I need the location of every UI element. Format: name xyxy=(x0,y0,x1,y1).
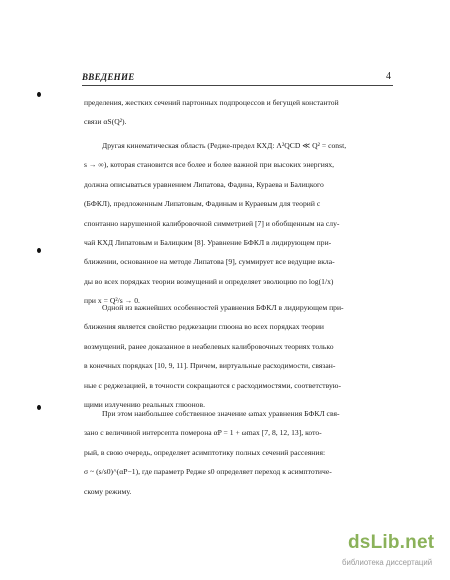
text-line: ближения является свойство реджезации глюона во всех порядках теории xyxy=(84,322,324,332)
text-line: скому режиму. xyxy=(84,486,132,496)
watermark-subtitle: библиотека диссертаций xyxy=(342,558,433,567)
text-line: ближении, основанное на методе Липатова [9], суммирует все ведущие вкла- xyxy=(84,257,335,267)
text-line: в конечных порядках [10, 9, 11]. Причем, виртуальные расходимости, связан- xyxy=(84,361,336,371)
text-line: рый, в свою очередь, определяет асимптотику полных сечений рассеяния: xyxy=(84,447,326,457)
chapter-title: ВВЕДЕНИЕ xyxy=(82,72,135,82)
text-line: при x = Q²/s → 0. xyxy=(84,296,140,306)
paragraph xyxy=(84,93,390,132)
paragraph xyxy=(84,136,390,311)
text-line: зано с величиной интерсепта померона αP = 1 + ωmax [7, 8, 12, 13], кото- xyxy=(84,428,322,438)
margin-mark xyxy=(37,248,41,253)
text-line: щими излучению реальных глюонов. xyxy=(84,399,206,409)
margin-mark xyxy=(37,405,41,410)
text-line: пределения, жестких сечений партонных подпроцессов и бегущей константой xyxy=(84,98,339,107)
watermark xyxy=(342,532,448,576)
text-line: σ ~ (s/s0)^(αP−1), где параметр Редже s0 определяет переход к асимптотиче- xyxy=(84,467,332,477)
text-line: спонтанно нарушенной калибровочной симметрией [7] и обобщенным на слу- xyxy=(84,218,340,228)
text-line: s → ∞), которая становится все более и более важной при высоких энергиях, xyxy=(84,160,335,170)
text-line: ные с реджезацией, в точности сокращаются с расходимостями, соответствую- xyxy=(84,380,342,390)
running-head xyxy=(82,72,387,82)
text-line: должна описываться уравнением Липатова, Фадина, Кураева и Балицкого xyxy=(84,179,324,189)
text-line: (БФКЛ), предложенным Липатовым, Фадиным и Кураевым для теорий с xyxy=(84,199,321,209)
page-number: 4 xyxy=(386,71,391,82)
text-line: связи αS(Q²). xyxy=(84,117,127,127)
text-line: чай КХД Липатовым и Балицким [8]. Уравнение БФКЛ в лидирующем при- xyxy=(84,237,332,247)
text-line: Другая кинематическая область (Редже-предел КХД: Λ²QCD ≪ Q² = const, xyxy=(102,141,347,150)
text-line: возмущений, ранее доказанное в неабелевых калибровочных теориях только xyxy=(84,341,334,351)
paragraph xyxy=(84,404,390,501)
watermark-logo: dsLib.net xyxy=(348,532,435,553)
text-line: Одной из важнейших особенностей уравнения БФКЛ в лидирующем при- xyxy=(102,303,344,312)
margin-mark xyxy=(37,92,41,97)
header-rule xyxy=(82,85,393,86)
paragraph xyxy=(84,298,390,414)
text-line: ды во всех порядках теории возмущений и определяет эволюцию по log(1/x) xyxy=(84,276,334,286)
text-line: При этом наибольшее собственное значение ωmax уравнения БФКЛ свя- xyxy=(102,409,340,418)
